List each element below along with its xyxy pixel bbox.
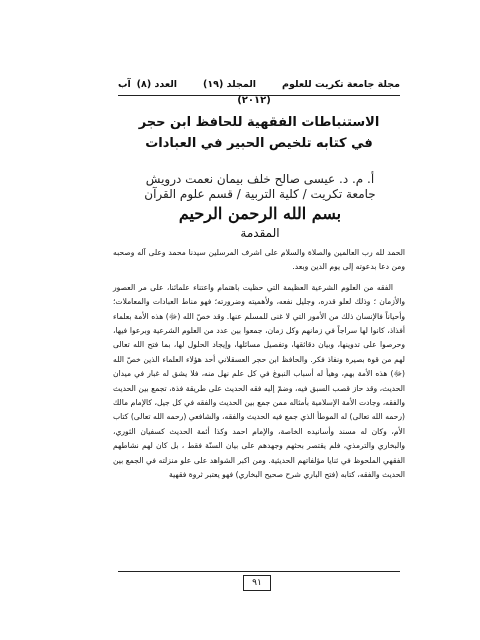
year-label: (٢٠١٢): [237, 95, 271, 106]
paragraph-opening: الحمد لله رب العالمين والصلاة والسلام على اشرف المرسلين سيدنا محمد وعلى آله وصحبه ومن دعا بدعوته إلى يوم الدين وبعد.: [113, 248, 405, 272]
title-line-1: الاستنباطات الفقهية للحافظ ابن حجر: [138, 115, 380, 130]
title-line-2: في كتابه تلخيص الحبير في العبادات: [145, 136, 373, 151]
page-number: ٩١: [243, 575, 271, 591]
intro-heading: المقدمة: [240, 226, 280, 240]
journal-header: [118, 73, 400, 95]
body-text: [113, 246, 405, 483]
volume-label: المجلد (١٩): [203, 78, 257, 90]
header-right-group: [137, 79, 400, 90]
footer-rule: [118, 571, 400, 572]
issue-label: العدد (٨): [136, 78, 178, 90]
paragraph-main: الفقه من العلوم الشرعية العظيمة التي حظيت باهتمام واعتناء علمائنا، على مر العصور والأزمان ؛ وذلك لعلو قدره، وجليل نفعه، ولأهميته وضرورته؛ فهو مناط العبادات والمعاملات؛ وأحياناً فالإنسان ذلك من الأمور التي لا غنى للمسلم عنها. وقد خصّ الله (ﷻ) هذه الأمة بعلماء أفذاذ، كانوا لها سراجاً في زمانهم وكل زمان، جمعوا بين عدد من العلوم الشرعية وبرعوا فيها، وحرصوا على تدوينها، وبيان دقائقها، وتفصيل مسائلها، وإيجاد الحلول لها، بما فتح الله تعالى لهم من قوة بصيرة ونفاذ فكر. والحافظ ابن حجر العسقلاني أحد هؤلاء العلماء الذين خصّ الله (ﷻ) هذه الأمة بهم، وهيأ له أسباب النبوغ في كل علم نهل منه، فلا يشق له غبار في ميدان الحديث، وقد حاز قصب السبق فيه، وضمّ إليه فقه الحديث على طريقة فذة، تجمع بين الحديث والفقه، وجادت الأمة الإسلامية بأمثاله ممن جمع بين الحديث والفقه في كل جيل، كالإمام مالك (رحمه الله تعالى) له الموطأ الذي جمع فيه الحديث والفقه، والشافعي (رحمه الله تعالى) كتاب الأم، وكان له مسند وأسانيده الخاصة، والإمام احمد وكذا أئمة الحديث كسفيان الثوري، والبخاري والترمذي، فلم يقتصر بحثهم وجهدهم على بيان السنّة فقط ، بل كان لهم نشاطهم الفقهي الملحوظ في ثنايا مؤلفاتهم الحديثية. ومن اكبر الشواهد على علو منزلته في الجمع بين الحديث والفقه، كتابه (فتح الباري شرح صحيح البخاري) فهو يعتبر ثروة فقهية: [113, 282, 405, 480]
month-label: آب: [118, 78, 131, 90]
author-names: أ. م. د. عيسى صالح خلف بيمان نعمت درويش: [145, 172, 375, 186]
journal-name: مجلة جامعة تكريت للعلوم: [282, 78, 400, 90]
author-affiliation: جامعة تكريت / كلية التربية / قسم علوم القرآن: [144, 187, 376, 201]
basmala: بسم الله الرحمن الرحيم: [178, 204, 342, 223]
